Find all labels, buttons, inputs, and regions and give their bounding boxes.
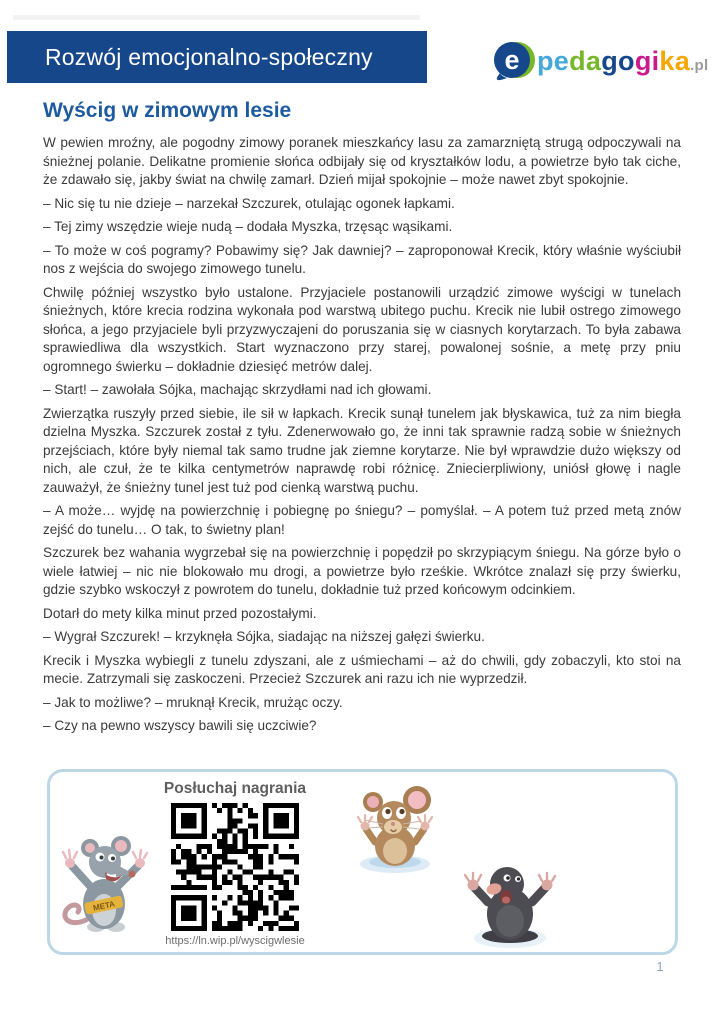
story-paragraph: – Wygrał Szczurek! – krzyknęła Sójka, siadając na niższej gałęzi świerku. <box>43 629 485 644</box>
listen-url-link[interactable]: https://ln.wip.pl/wyscigwlesie <box>165 935 305 947</box>
story-paragraph: Dotarł do mety kilka minut przed pozostałymi. <box>43 605 317 621</box>
story-paragraph: – Start! – zawołała Sójka, machając skrzydłami nad ich głowami. <box>43 382 432 397</box>
page-number: 1 <box>656 960 664 974</box>
story-paragraph: – Tej zimy wszędzie wieje nudą – dodała Myszka, trzęsąc wąsikami. <box>43 219 453 234</box>
logo-segment: .pl <box>690 56 709 74</box>
logo-e-letter: e <box>504 45 520 75</box>
story-paragraph: – Jak to możliwe? – mruknął Krecik, mrużąc oczy. <box>43 694 343 710</box>
article-body <box>43 134 681 741</box>
header-bar <box>7 31 427 83</box>
logo-segment: ka <box>659 45 691 76</box>
header-title: Rozwój emocjonalno-społeczny <box>45 43 373 70</box>
top-strip <box>13 15 420 20</box>
story-paragraph: Szczurek bez wahania wygrzebał się na powierzchnię i popędził po skrzypiącym śniegu. Na górze było o wiele łatwiej – nic nie blokowało mu drogi, a powietrze było rześkie. Wkrótce znalazł się przy świerku, gdzie szybko wskoczył z powrotem do tunelu, dokładnie tuż przed końcowym odcinkiem. <box>43 545 681 597</box>
qr-code <box>171 803 299 931</box>
listen-label: Posłuchaj nagrania <box>163 780 307 797</box>
rat-character-image <box>58 824 150 934</box>
article-title: Wyścig w zimowym lesie <box>43 99 292 122</box>
story-paragraph: – A może… wyjdę na powierzchnię i pobiegnę po śniegu? – pomyślał. – A potem tuż przed metą znów zejść do tunelu… O tak, to świetny plan! <box>43 503 681 537</box>
logo-segment: gi <box>634 45 660 76</box>
story-paragraph: – Czy na pewno wszyscy bawili się uczciwie? <box>43 718 317 733</box>
story-paragraph: W pewien mroźny, ale pogodny zimowy poranek mieszkańcy lasu za zamarzniętą strugą odpoczywali na śnieżnej polanie. Delikatne promienie słońca odbijały się od kryształków lodu, a powietrze było tak ciche, że zdawało się, jakby świat na chwilę zamarł. Dzień mijał spokojnie – może nawet zbyt spokojnie. <box>43 135 681 187</box>
mole-character-image <box>460 854 560 950</box>
story-paragraph: Chwilę później wszystko było ustalone. Przyjaciele postanowili urządzić zimowe wyścigi w tunelach śnieżnych, które krecia rodzina wykonała pod warstwą ubitego puchu. Krecik nie lubił ostrego zimowego słońca, a jego przyjaciele byli przyzwyczajeni do poruszania się w ciasnych korytarzach. To była zabawa sprawiedliwa dla wszystkich. Start wyznaczono przy starej, powalonej sośnie, a metę przy pniu ogromnego świerku – dokładnie dziesięć metrów dalej. <box>43 284 681 374</box>
story-paragraph: – Nic się tu nie dzieje – narzekał Szczurek, otulając ogonek łapkami. <box>43 195 455 211</box>
logo-segment: pe <box>537 45 570 76</box>
logo-segment: go <box>601 45 635 76</box>
listen-box <box>47 769 678 955</box>
logo-e-bubble-icon <box>490 37 536 85</box>
story-paragraph: – To może w coś pogramy? Pobawimy się? Jak dawniej? – zaproponował Krecik, który właśnie wyściubił nos z wejścia do swojego zimowego tunelu. <box>43 242 681 276</box>
epedagogika-logo <box>490 38 708 84</box>
logo-wordmark <box>537 46 708 77</box>
rat-sash-text: META <box>92 899 116 913</box>
story-paragraph: Krecik i Myszka wybiegli z tunelu zdyszani, ale z uśmiechami – aż do chwili, gdy zobaczyli, kto stoi na mecie. Zatrzymali się zaskoczeni. Przecież Szczurek ani razu ich nie wyprzedził. <box>43 652 681 686</box>
logo-segment: da <box>569 45 602 76</box>
mouse-character-image <box>345 784 445 876</box>
story-paragraph: Zwierzątka ruszyły przed siebie, ile sił w łapkach. Krecik sunął tunelem jak błyskawica, tuż za nim biegła dzielna Myszka. Szczurek został z tyłu. Zdenerwowało go, że inni tak sprawnie radzą sobie w śnieżnych przejściach, które były niemal tak samo trudne jak ziemne korytarze. Nie był wprawdzie dużo większy od nich, ale czuł, że te kilka centymetrów naprawdę robi różnicę. Zniecierpliwiony, uniósł głowę i nagle zauważył, że śnieżny tunel jest tuż pod cienką warstwą puchu. <box>43 405 681 495</box>
